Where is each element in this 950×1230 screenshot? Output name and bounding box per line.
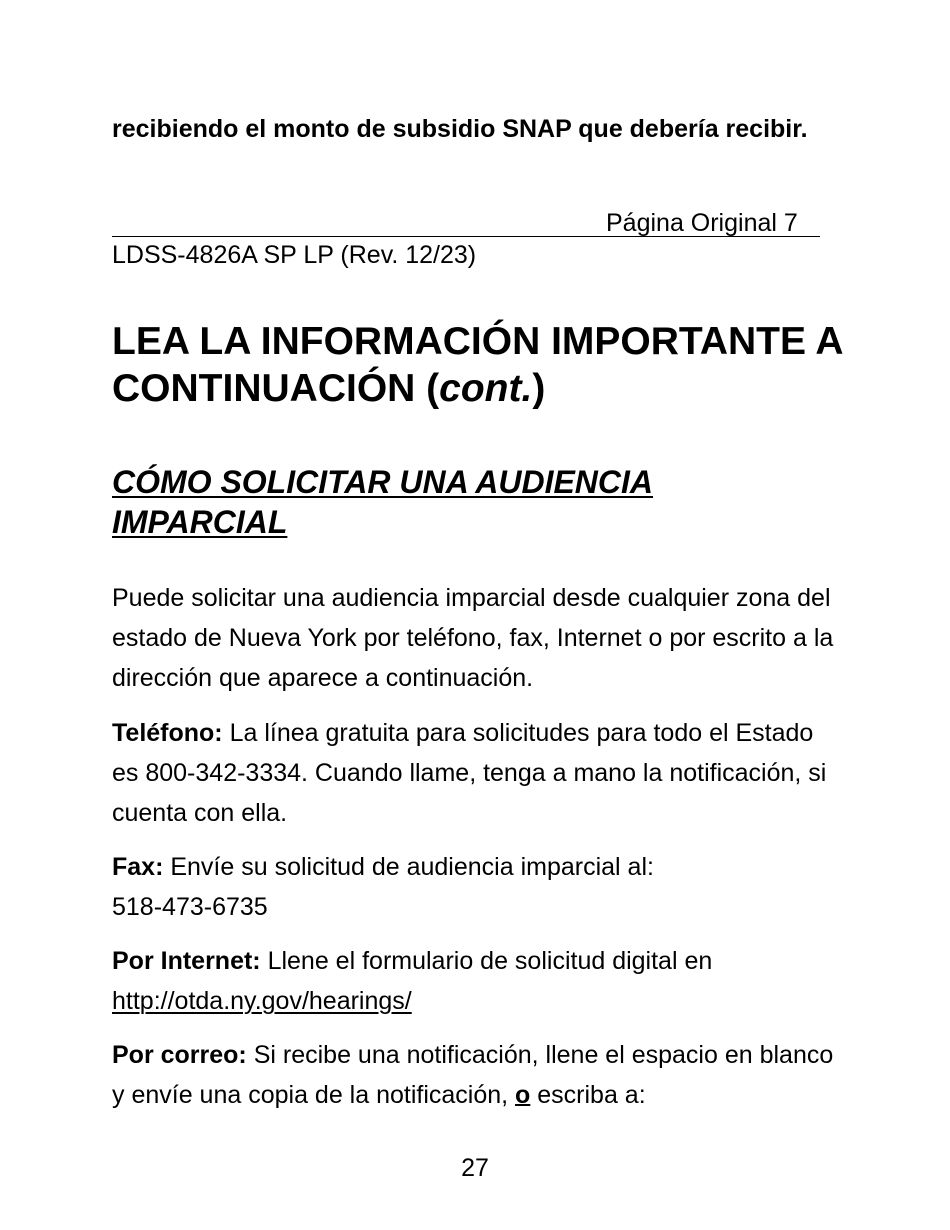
internet-paragraph bbox=[112, 941, 842, 1021]
original-page-label: Página Original 7 bbox=[606, 209, 798, 237]
correo-emphasis: o bbox=[515, 1081, 531, 1109]
telefono-paragraph bbox=[112, 713, 842, 833]
correo-paragraph bbox=[112, 1035, 842, 1115]
intro-paragraph: Puede solicitar una audiencia imparcial desde cualquier zona del estado de Nueva York por teléfono, fax, Internet o por escrito a la dirección que aparece a continuación. bbox=[112, 584, 834, 692]
section-heading-text: LEA LA INFORMACIÓN IMPORTANTE A CONTINUACIÓN ( bbox=[112, 320, 843, 410]
section-heading-close: ) bbox=[532, 367, 546, 410]
correo-text-after: escriba a: bbox=[530, 1081, 646, 1109]
fax-paragraph bbox=[112, 847, 842, 927]
continuation-text: recibiendo el monto de subsidio SNAP que debería recibir. bbox=[112, 115, 808, 143]
telefono-text: La línea gratuita para solicitudes para todo el Estado es 800-342-3334. Cuando llame, tenga a mano la notificación, si cuenta con ella. bbox=[112, 719, 827, 827]
correo-label: Por correo: bbox=[112, 1041, 247, 1069]
page-number: 27 bbox=[461, 1154, 489, 1182]
internet-text: Llene el formulario de solicitud digital en bbox=[260, 947, 713, 975]
section-heading bbox=[112, 318, 852, 412]
fax-text: Envíe su solicitud de audiencia imparcial al: bbox=[163, 853, 654, 881]
correo-text-before: Si recibe una notificación, llene el espacio en blanco y envíe una copia de la notificación, bbox=[112, 1041, 834, 1109]
telefono-label: Teléfono: bbox=[112, 719, 223, 747]
subheading: CÓMO SOLICITAR UNA AUDIENCIA IMPARCIAL bbox=[112, 464, 654, 540]
form-id: LDSS-4826A SP LP (Rev. 12/23) bbox=[112, 241, 477, 269]
fax-number: 518-473-6735 bbox=[112, 893, 268, 921]
internet-label: Por Internet: bbox=[112, 947, 261, 975]
section-heading-cont: cont. bbox=[439, 367, 533, 410]
fax-label: Fax: bbox=[112, 853, 164, 881]
hearings-link[interactable]: http://otda.ny.gov/hearings/ bbox=[112, 987, 412, 1015]
